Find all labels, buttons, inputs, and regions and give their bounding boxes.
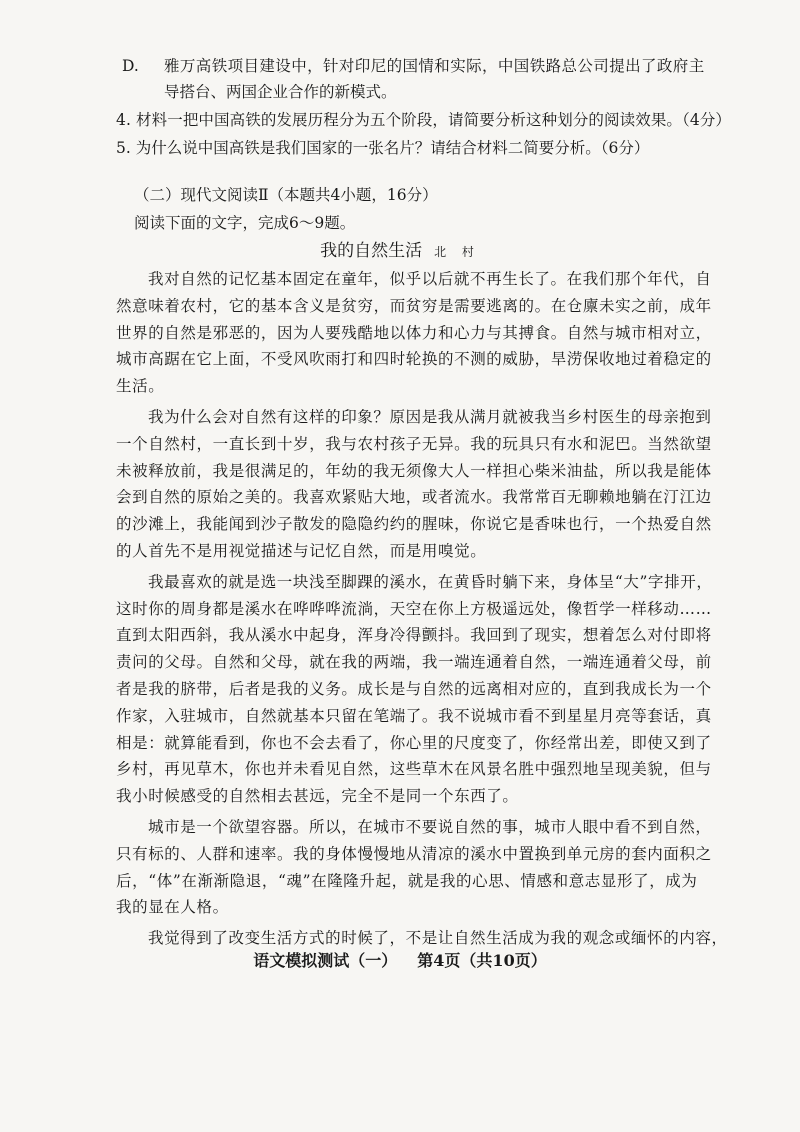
footer-exam-name: 语文模拟测试（一） xyxy=(253,951,398,970)
article-line: 我为什么会对自然有这样的印象？原因是我从满月就被我当乡村医生的母亲抱到 xyxy=(148,408,712,426)
article-line: 我的显在人格。 xyxy=(116,898,229,916)
option-d-line-1: 雅万高铁项目建设中，针对印尼的国情和实际，中国铁路总公司提出了政府主 xyxy=(164,57,705,75)
page-footer xyxy=(0,948,800,971)
article-line: 生活。 xyxy=(116,377,165,395)
question-5: 5. 为什么说中国高铁是我们国家的一张名片？请结合材料二简要分析。（6分） xyxy=(116,139,650,157)
article-line: 者是我的脐带，后者是我的义务。成长是与自然的远离相对应的，直到我成长为一个 xyxy=(116,680,712,698)
section-heading: （二）现代文阅读Ⅱ（本题共4小题，16分） xyxy=(134,186,438,204)
section-instruction: 阅读下面的文字，完成6～9题。 xyxy=(134,214,356,232)
option-d-label: D. xyxy=(122,57,139,75)
article-line: 我对自然的记忆基本固定在童年，似乎以后就不再生长了。在我们那个年代，自 xyxy=(148,270,712,288)
article-line: 相是：就算能看到，你也不会去看了，你心里的尺度变了，你经常出差，即使又到了 xyxy=(116,734,712,752)
article-line: 城市是一个欲望容器。所以，在城市不要说自然的事，城市人眼中看不到自然， xyxy=(148,818,712,836)
option-d-line-2: 导搭台、两国企业合作的新模式。 xyxy=(164,83,397,101)
article-line: 我小时候感受的自然相去甚远，完全不是同一个东西了。 xyxy=(116,787,519,805)
article-line: 责问的父母。自然和父母，就在我的两端，我一端连通着自然，一端连通着父母，前 xyxy=(116,653,712,671)
article-line: 乡村，再见草木，你也并未看见自然，这些草木在风景名胜中强烈地呈现美貌，但与 xyxy=(116,760,712,778)
article-line: 会到自然的原始之美的。我喜欢紧贴大地，或者流水。我常常百无聊赖地躺在汀江边 xyxy=(116,488,712,506)
article-line: 然意味着农村，它的基本含义是贫穷，而贫穷是需要逃离的。在仓廪未实之前，成年 xyxy=(116,297,712,315)
article-line: 直到太阳西斜，我从溪水中起身，浑身冷得颤抖。我回到了现实，想着怎么对付即将 xyxy=(116,626,712,644)
article-line: 只有标的、人群和速率。我的身体慢慢地从清凉的溪水中置换到单元房的套内面积之 xyxy=(116,845,712,863)
article-line: 世界的自然是邪恶的，因为人要残酷地以体力和心力与其搏食。自然与城市相对立， xyxy=(116,324,712,342)
article-title: 我的自然生活 xyxy=(320,241,423,261)
article-line: 城市高踞在它上面，不受风吹雨打和四时轮换的不测的威胁，旱涝保收地过着稳定的 xyxy=(116,350,712,368)
footer-page-number: 第4页（共10页） xyxy=(417,951,547,970)
article-line: 未被释放前，我是很满足的，年幼的我无须像大人一样担心柴米油盐，所以我是能体 xyxy=(116,462,712,480)
article-line: 的沙滩上，我能闻到沙子散发的隐隐约约的腥味，你说它是香味也行，一个热爱自然 xyxy=(116,515,712,533)
article-author: 北 村 xyxy=(434,245,480,259)
article-line: 作家，入驻城市，自然就基本只留在笔端了。我不说城市看不到星星月亮等套话，真 xyxy=(116,707,712,725)
article-line: 我觉得到了改变生活方式的时候了，不是让自然生活成为我的观念或缅怀的内容， xyxy=(148,929,728,947)
article-line: 一个自然村，一直长到十岁，我与农村孩子无异。我的玩具只有水和泥巴。当然欲望 xyxy=(116,435,712,453)
question-4: 4. 材料一把中国高铁的发展历程分为五个阶段，请简要分析这种划分的阅读效果。（4分） xyxy=(116,111,732,129)
article-line: 后，“体”在渐渐隐退，“魂”在隆隆升起，就是我的心思、情感和意志显形了，成为 xyxy=(116,872,698,890)
article-line: 这时你的周身都是溪水在哗哗哗流淌，天空在你上方极遥远处，像哲学一样移动…… xyxy=(116,600,712,618)
article-line: 我最喜欢的就是选一块浅至脚踝的溪水，在黄昏时躺下来，身体呈“大”字排开， xyxy=(148,573,713,591)
article-line: 的人首先不是用视觉描述与记忆自然，而是用嗅觉。 xyxy=(116,542,487,560)
article-title-block xyxy=(0,240,800,263)
